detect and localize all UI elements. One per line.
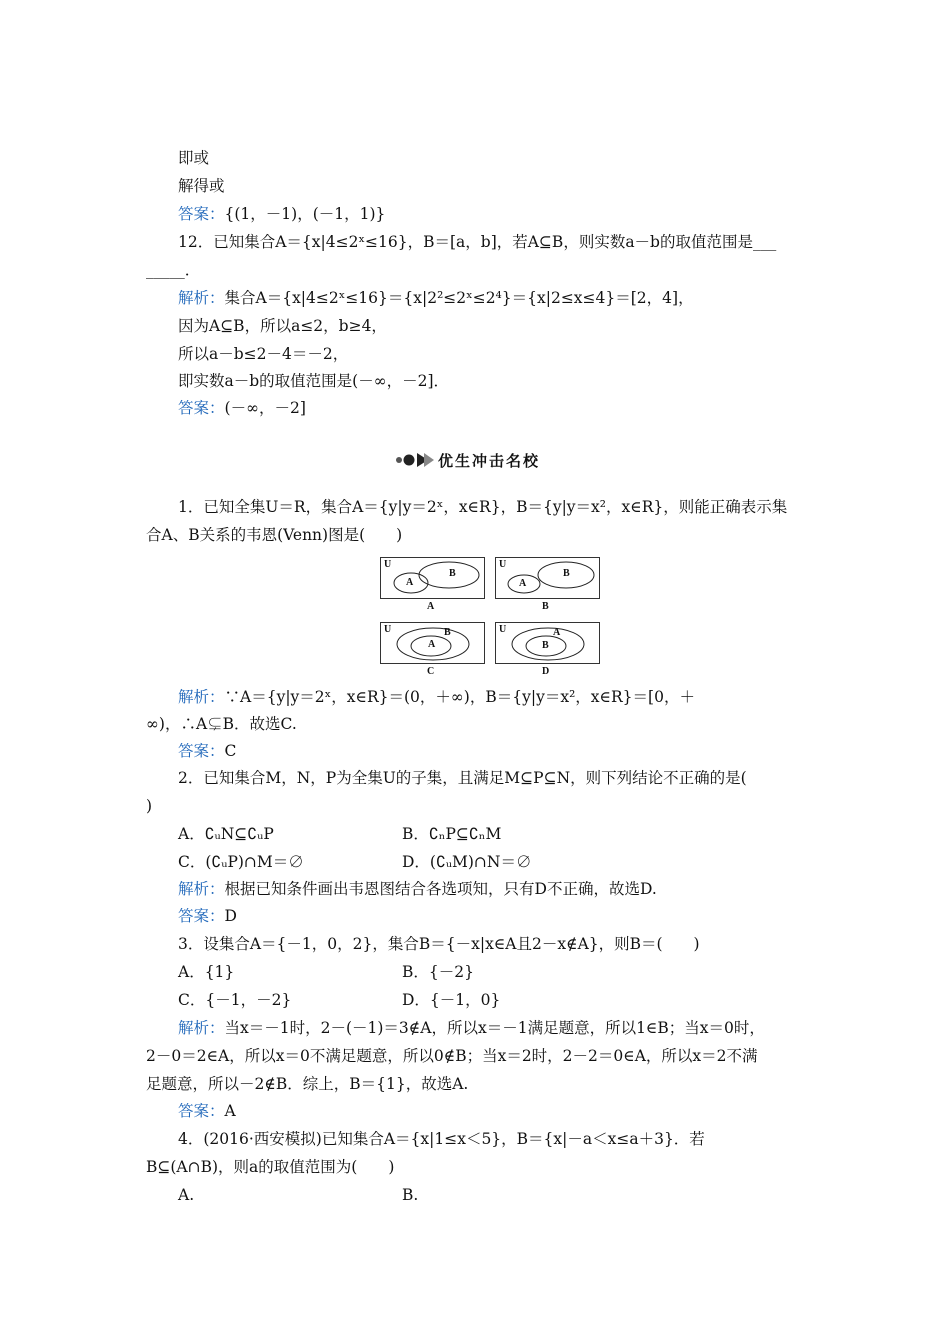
venn-caption-b: B — [542, 601, 549, 612]
problem-4-line1: 4．(2016·西安模拟)已知集合A＝{x|1≤x＜5}，B＝{x|－a＜x≤a＋3}．若 — [178, 1130, 705, 1148]
venn-label-b: B — [444, 627, 451, 638]
venn-label-b: B — [563, 568, 570, 579]
solution-line — [178, 879, 657, 899]
venn-label-a: A — [428, 639, 436, 650]
option-b: B. — [402, 1186, 419, 1204]
venn-label-b: B — [449, 568, 456, 579]
solution-label: 解析： — [178, 289, 225, 307]
solution-label: 解析： — [178, 880, 225, 898]
answer-label: 答案： — [178, 1102, 225, 1120]
venn-label-u: U — [499, 624, 507, 635]
problem-1-line2: 合A、B关系的韦恩(Venn)图是( ) — [146, 526, 403, 544]
answer-text: A — [224, 1102, 236, 1120]
solution-line: 因为A⊆B，所以a≤2，b≥4， — [178, 317, 387, 335]
option-a: A．∁ᵤN⊆∁ᵤP — [178, 825, 274, 843]
venn-label-a: A — [553, 627, 561, 638]
problem-4-line2: B⊆(A∩B)，则a的取值范围为( ) — [146, 1158, 395, 1176]
problem-2-line1: 2．已知集合M，N，P为全集U的子集，且满足M⊆P⊆N，则下列结论不正确的是( — [178, 769, 747, 787]
answer-label: 答案： — [178, 742, 225, 760]
answer-label: 答案： — [178, 399, 225, 417]
venn-label-u: U — [384, 624, 392, 635]
text-line: 解得或 — [178, 177, 225, 195]
venn-caption-c: C — [427, 666, 435, 677]
solution-line — [178, 1018, 765, 1038]
option-a: A．{1} — [178, 963, 235, 981]
solution-text: 当x＝－1时，2－(－1)＝3∉A，所以x＝－1满足题意，所以1∈B；当x＝0时， — [224, 1019, 765, 1037]
solution-text: 根据已知条件画出韦恩图结合各选项知，只有D不正确，故选D. — [224, 880, 657, 898]
answer-line — [178, 1101, 236, 1121]
problem-2-line2: ) — [146, 797, 153, 815]
question-12-line1: 12．已知集合A＝{x|4≤2ˣ≤16}，B＝[a，b]，若A⊆B，则实数a－b的取值范围是___ — [178, 233, 777, 251]
answer-text: (－∞，－2] — [224, 399, 306, 417]
answer-text: D — [224, 907, 237, 925]
solution-line — [178, 288, 694, 308]
answer-line — [178, 204, 385, 224]
venn-caption-d: D — [542, 666, 550, 677]
solution-line: 所以a－b≤2－4＝－2， — [178, 345, 349, 363]
option-b: B．{－2} — [402, 963, 474, 981]
venn-label-b: B — [542, 640, 549, 651]
solution-text: ∵A＝{y|y＝2ˣ，x∈R}＝(0，＋∞)，B＝{y|y＝x²，x∈R}＝[0，＋ — [224, 688, 695, 706]
answer-text: C — [224, 742, 237, 760]
option-c: C．(∁ᵤP)∩M＝∅ — [178, 853, 304, 871]
venn-label-a: A — [519, 578, 527, 589]
venn-label-u: U — [384, 559, 392, 570]
option-c: C．{－1，－2} — [178, 991, 292, 1009]
solution-label: 解析： — [178, 1019, 225, 1037]
solution-line: 足题意，所以－2∉B．综上，B＝{1}，故选A. — [146, 1075, 469, 1093]
solution-label: 解析： — [178, 688, 225, 706]
solution-line: ∞)，∴A⊊B．故选C. — [146, 715, 297, 733]
answer-line — [178, 906, 237, 926]
option-a: A. — [178, 1186, 195, 1204]
question-12-line2: _____． — [146, 261, 201, 279]
problem-3: 3．设集合A＝{－1，0，2}，集合B＝{－x|x∈A且2－x∉A}，则B＝( ) — [178, 935, 700, 953]
venn-caption-a: A — [427, 601, 435, 612]
option-d: D．(∁ᵤM)∩N＝∅ — [402, 853, 532, 871]
answer-line — [178, 398, 306, 418]
solution-line: 2－0＝2∈A，所以x＝0不满足题意，所以0∉B；当x＝2时，2－2＝0∈A，所以x＝2不满 — [146, 1047, 758, 1065]
section-arrow-icon — [394, 450, 434, 470]
answer-label: 答案： — [178, 205, 225, 223]
answer-line — [178, 741, 236, 761]
answer-label: 答案： — [178, 907, 225, 925]
solution-line — [178, 687, 695, 707]
venn-label-u: U — [499, 559, 507, 570]
text-line: 即或 — [178, 149, 210, 167]
option-d: D．{－1，0} — [402, 991, 501, 1009]
venn-label-a: A — [406, 577, 414, 588]
problem-1-line1: 1．已知全集U＝R，集合A＝{y|y＝2ˣ，x∈R}，B＝{y|y＝x²，x∈R}，则能正确表示集 — [178, 498, 788, 516]
section-title: 优生冲击名校 — [438, 451, 541, 470]
option-b: B．∁ₙP⊆∁ₙM — [402, 825, 502, 843]
answer-text: {(1，－1)，(－1，1)} — [224, 205, 386, 223]
solution-line: 即实数a－b的取值范围是(－∞，－2]． — [178, 372, 450, 390]
section-header — [394, 448, 540, 472]
solution-text: 集合A＝{x|4≤2ˣ≤16}＝{x|2²≤2ˣ≤2⁴}＝{x|2≤x≤4}＝[2，4]， — [224, 289, 694, 307]
